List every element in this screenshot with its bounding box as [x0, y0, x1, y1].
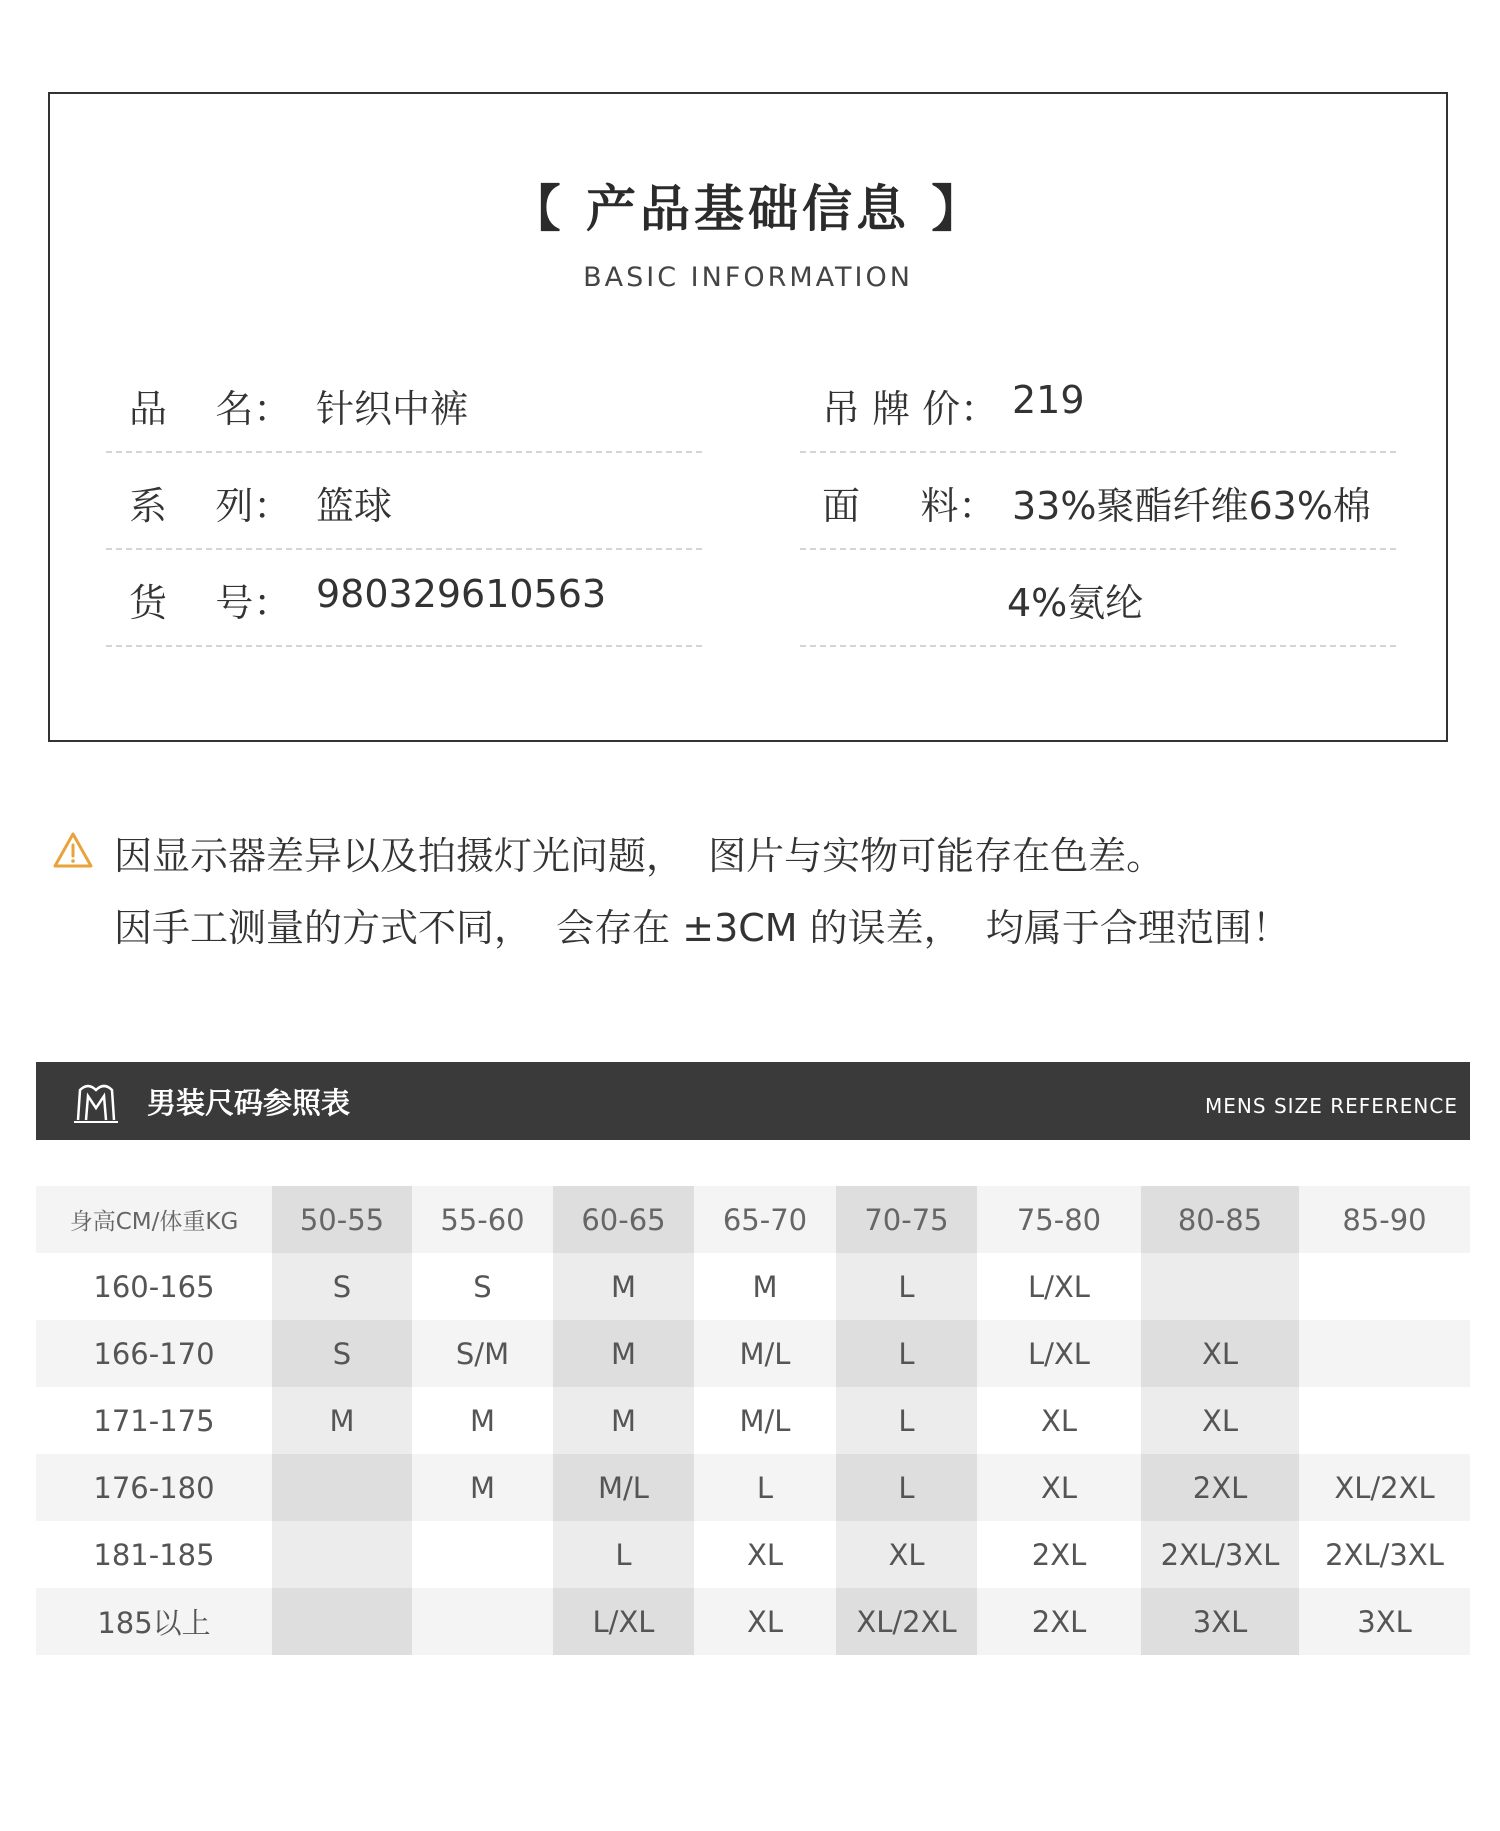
info-value: 219 [1012, 378, 1085, 422]
size-cell: 2XL [977, 1588, 1141, 1655]
info-value: 980329610563 [316, 572, 607, 616]
size-cell: M [553, 1320, 694, 1387]
info-value: 4%氨纶 [1007, 581, 1144, 625]
info-label: 货 号： [129, 581, 292, 625]
size-cell: S [272, 1253, 412, 1320]
size-table-header-row [36, 1186, 1470, 1253]
size-cell: M [412, 1387, 553, 1454]
info-label: 品 名： [129, 387, 292, 431]
size-cell: XL [977, 1454, 1141, 1521]
info-column-right [800, 356, 1396, 647]
size-cell: M/L [553, 1454, 694, 1521]
size-cell: 3XL [1299, 1588, 1470, 1655]
height-cell: 181-185 [36, 1521, 272, 1588]
info-value: 针织中裤 [316, 387, 469, 431]
size-cell: XL [1141, 1320, 1299, 1387]
info-label: 系 列： [129, 484, 292, 528]
info-value: 33%聚酯纤维63%棉 [1012, 484, 1371, 528]
size-cell: 2XL [1141, 1454, 1299, 1521]
size-cell: XL [694, 1588, 836, 1655]
size-cell: L [694, 1454, 836, 1521]
size-cell: L [836, 1387, 977, 1454]
notice-text: 因显示器差异以及拍摄灯光问题， 图片与实物可能存在色差。 [114, 834, 1165, 878]
size-cell: XL/2XL [836, 1588, 977, 1655]
size-cell: S [412, 1253, 553, 1320]
info-row-product-name [106, 356, 702, 453]
size-cell: M/L [694, 1320, 836, 1387]
height-cell: 160-165 [36, 1253, 272, 1320]
height-cell: 185以上 [36, 1588, 272, 1655]
info-label: 面 料： [822, 484, 997, 528]
weight-column-header: 55-60 [412, 1186, 553, 1253]
table-row [36, 1521, 1470, 1588]
size-cell [272, 1454, 412, 1521]
weight-column-header: 65-70 [694, 1186, 836, 1253]
size-chart-table [36, 1186, 1470, 1655]
warning-icon [52, 831, 94, 869]
size-cell [1299, 1253, 1470, 1320]
height-cell: 176-180 [36, 1454, 272, 1521]
height-cell: 171-175 [36, 1387, 272, 1454]
size-cell: 2XL/3XL [1141, 1521, 1299, 1588]
weight-column-header: 60-65 [553, 1186, 694, 1253]
size-chart-title: 男装尺码参照表 [147, 1086, 351, 1120]
size-cell: L/XL [977, 1253, 1141, 1320]
size-cell: M [553, 1387, 694, 1454]
info-column-left [106, 356, 702, 647]
info-row-item-number [106, 550, 702, 647]
size-cell: M [694, 1253, 836, 1320]
size-cell: XL [1141, 1387, 1299, 1454]
size-cell [272, 1521, 412, 1588]
info-row-tag-price [800, 356, 1396, 453]
basic-info-card [48, 92, 1448, 742]
table-row [36, 1253, 1470, 1320]
size-cell: XL [694, 1521, 836, 1588]
basic-info-title: 【 产品基础信息 】 [510, 180, 986, 238]
corner-label: 身高CM/体重KG [36, 1186, 272, 1253]
size-cell [272, 1588, 412, 1655]
height-cell: 166-170 [36, 1320, 272, 1387]
menswear-logo-icon [70, 1076, 122, 1128]
size-cell: M [272, 1387, 412, 1454]
info-row-series [106, 453, 702, 550]
size-cell: L [553, 1521, 694, 1588]
size-cell: 2XL [977, 1521, 1141, 1588]
size-cell: L [836, 1320, 977, 1387]
info-row-fabric [800, 453, 1396, 550]
size-cell [412, 1521, 553, 1588]
size-cell: L/XL [553, 1588, 694, 1655]
size-cell: XL/2XL [1299, 1454, 1470, 1521]
table-row [36, 1454, 1470, 1521]
size-cell: M [553, 1253, 694, 1320]
size-cell: S [272, 1320, 412, 1387]
size-cell: XL [977, 1387, 1141, 1454]
size-cell: L [836, 1454, 977, 1521]
size-chart-header [36, 1062, 1470, 1140]
weight-column-header: 70-75 [836, 1186, 977, 1253]
info-label: 吊 牌 价： [822, 387, 999, 431]
size-cell: M/L [694, 1387, 836, 1454]
table-row [36, 1588, 1470, 1655]
weight-column-header: 85-90 [1299, 1186, 1470, 1253]
weight-column-header: 75-80 [977, 1186, 1141, 1253]
size-cell: 2XL/3XL [1299, 1521, 1470, 1588]
size-cell: S/M [412, 1320, 553, 1387]
size-cell: XL [836, 1521, 977, 1588]
size-cell: L/XL [977, 1320, 1141, 1387]
table-row [36, 1387, 1470, 1454]
table-row [36, 1320, 1470, 1387]
weight-column-header: 80-85 [1141, 1186, 1299, 1253]
size-cell [1299, 1320, 1470, 1387]
size-chart-subtitle: MENS SIZE REFERENCE [1205, 1094, 1458, 1118]
notice-text: 因手工测量的方式不同， 会存在 ±3CM 的误差， 均属于合理范围！ [114, 906, 1290, 950]
basic-info-subtitle: BASIC INFORMATION [583, 262, 913, 293]
info-value: 篮球 [316, 484, 393, 528]
size-cell: L [836, 1253, 977, 1320]
size-cell [1299, 1387, 1470, 1454]
weight-column-header: 50-55 [272, 1186, 412, 1253]
size-cell: M [412, 1454, 553, 1521]
size-cell: 3XL [1141, 1588, 1299, 1655]
info-row-fabric-continued [800, 550, 1396, 647]
size-cell [1141, 1253, 1299, 1320]
size-cell [412, 1588, 553, 1655]
